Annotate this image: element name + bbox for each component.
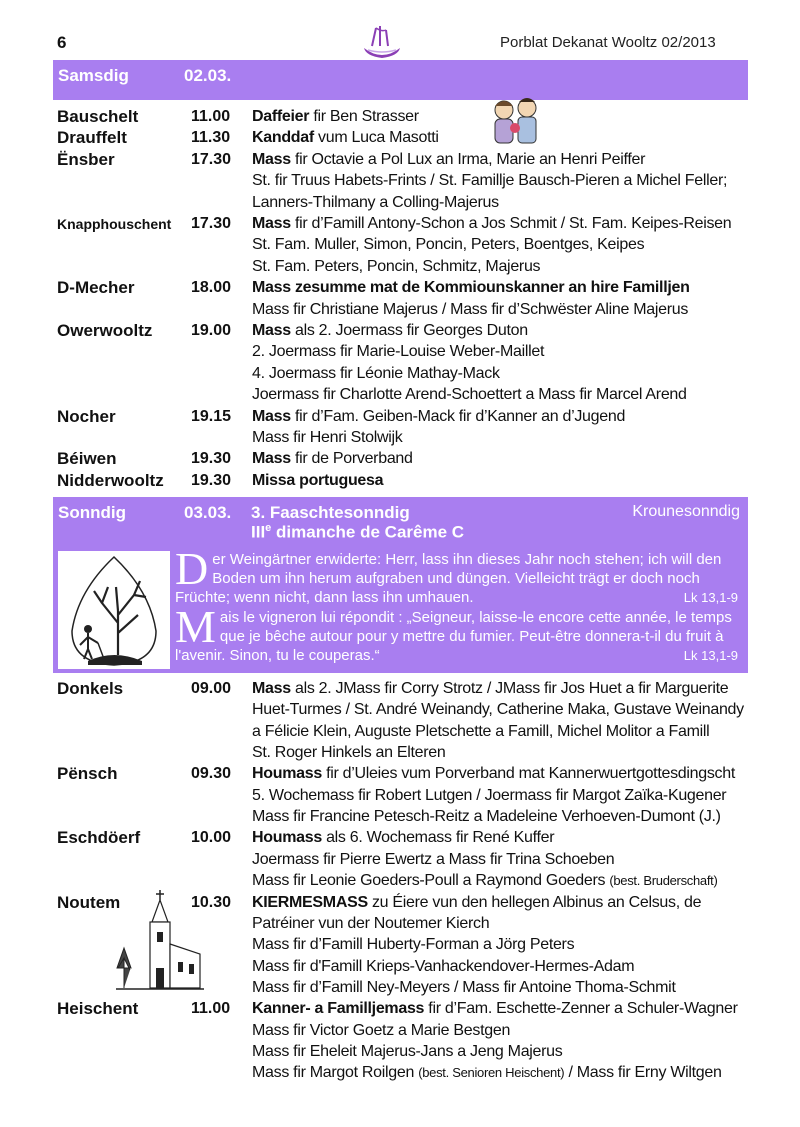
place-name: Heischent — [57, 999, 139, 1019]
mass-intention: Mass fir Francine Petesch-Reitz a Madeleine Verhoeven-Dumont (J.) — [252, 808, 721, 826]
mass-intention: Mass fir d’Famill Huberty-Forman a Jörg Peters — [252, 936, 575, 954]
mass-intention: Mass fir Octavie a Pol Lux an Irma, Marie an Henri Peiffer — [252, 150, 646, 168]
mass-intention: Lanners-Thilmany a Colling-Majerus — [252, 193, 499, 211]
tree-illustration — [58, 551, 170, 669]
schedule-row — [57, 320, 747, 342]
mass-intention: Mass fir Leonie Goeders-Poull a Raymond Goeders (best. Bruderschaft) — [252, 872, 718, 890]
tree-icon — [58, 551, 170, 669]
sunday-right-label: Krounesonndig — [632, 503, 740, 520]
mass-time: 19.30 — [191, 450, 232, 468]
sunday-date: 03.03. — [184, 503, 232, 522]
mass-intention: Mass fir d’Famill Antony-Schon a Jos Schmit / St. Fam. Keipes-Reisen — [252, 215, 732, 232]
schedule-row — [57, 785, 747, 807]
place-name: Drauffelt — [57, 128, 127, 148]
mass-intention: Missa portuguesa — [252, 471, 384, 489]
mass-intention: Patréiner vun der Noutemer Kierch — [252, 914, 490, 932]
dropcap-d: D — [175, 543, 209, 594]
schedule-row — [57, 977, 747, 999]
mass-time: 19.30 — [191, 471, 232, 489]
sunday-day: Sonndig — [58, 503, 126, 522]
schedule-row — [57, 341, 747, 363]
saturday-header-band — [53, 60, 748, 100]
mass-intention: Mass als 2. JMass fir Corry Strotz / JMass fir Jos Huet a fir Marguerite — [252, 680, 729, 697]
mass-time: 11.30 — [191, 129, 231, 147]
schedule-row — [57, 870, 747, 892]
schedule-row — [57, 998, 747, 1020]
schedule-row — [57, 192, 747, 214]
schedule-row — [57, 149, 747, 171]
mass-intention: Mass fir d’Famill Ney-Meyers / Mass fir Antoine Thoma-Schmit — [252, 978, 676, 996]
schedule-row — [57, 806, 747, 828]
mass-intention: a Félicie Klein, Auguste Pletschette a Famill, Michel Molitor a Famill — [252, 722, 710, 740]
mass-time: 17.30 — [191, 215, 232, 232]
place-name: Pënsch — [57, 764, 118, 784]
scripture-french-ref: Lk 13,1-9 — [683, 648, 738, 663]
place-name: Noutem — [57, 892, 121, 912]
place-name: Nocher — [57, 406, 116, 426]
mass-intention: Mass fir Victor Goetz a Marie Bestgen — [252, 1021, 511, 1039]
schedule-row — [57, 448, 747, 470]
mass-intention: Kanddaf vum Luca Masotti — [252, 129, 439, 147]
place-name: Nidderwooltz — [57, 470, 164, 490]
schedule-row — [57, 1041, 747, 1063]
place-name: Bauschelt — [57, 107, 139, 126]
schedule-row — [57, 234, 747, 256]
schedule-row — [57, 277, 747, 299]
schedule-row — [57, 427, 747, 449]
place-name: D-Mecher — [57, 278, 135, 298]
saturday-date: 02.03. — [184, 66, 232, 85]
mass-intention: St. fir Truus Habets-Frints / St. Familljе Bausch-Pieren a Michel Feller; — [252, 172, 728, 190]
schedule-row — [57, 849, 747, 871]
sunday-title: 3. Faaschtesonndig — [251, 503, 410, 522]
schedule-row — [57, 384, 747, 406]
mass-time: 09.30 — [191, 765, 232, 783]
mass-time: 17.30 — [191, 150, 232, 168]
mass-intention: Kanner- a Familljemass fir d’Fam. Eschette-Zenner a Schuler-Wagner — [252, 1000, 738, 1018]
scripture-german: Der Weingärtner erwiderte: Herr, lass ihn dieses Jahr noch stehen; ich will den Boden um ihn herum aufgraben und düngen. Vielleicht trägt er doch noch Früchte; wenn nicht, dann lass ihn umhauen. Lk 13,1-9 — [175, 543, 738, 606]
mass-intention: Mass als 2. Joermass fir Georges Duton — [252, 322, 528, 339]
page-number: 6 — [57, 33, 67, 52]
mass-intention: Mass fir de Porverband — [252, 450, 413, 468]
schedule-row — [57, 170, 747, 192]
schedule-row — [57, 763, 747, 785]
mass-intention: Mass fir Eheleit Majerus-Jans a Jeng Majerus — [252, 1042, 563, 1060]
schedule-row — [57, 721, 747, 743]
place-name: Knapphouschent — [57, 216, 172, 232]
mass-intention: Huet-Turmes / St. André Weinandy, Catherine Maka, Gustave Weinandy — [252, 701, 744, 719]
schedule-row — [57, 678, 747, 700]
scripture-german-ref: Lk 13,1-9 — [683, 590, 738, 605]
place-name: Donkels — [57, 679, 124, 698]
publication-header: Porblat Dekanat Wooltz 02/2013 — [500, 34, 716, 51]
scripture-french: Mais le vigneron lui répondit : „Seigneur, laisse-le encore cette année, le temps que je bêche autour pour y mettre du fumier. Peut-être donnera-t-il du fruit à l'avenir. Sinon, tu le couperas.“ Lk 13,1-9 — [175, 601, 738, 664]
schedule-row — [57, 1062, 747, 1084]
mass-intention: 2. Joermass fir Marie-Louise Weber-Maillet — [252, 343, 545, 361]
mass-time: 11.00 — [191, 1000, 231, 1018]
schedule-row — [57, 1020, 747, 1042]
mass-intention: Houmass als 6. Wochemass fir René Kuffer — [252, 829, 555, 847]
schedule-row — [57, 470, 747, 492]
mass-time: 09.00 — [191, 680, 232, 697]
mass-intention: Mass fir Margot Roilgen (best. Senioren Heischent) / Mass fir Erny Wiltgen — [252, 1064, 722, 1082]
mass-time: 19.00 — [191, 322, 232, 339]
schedule-row — [57, 913, 747, 935]
schedule-row — [57, 956, 747, 978]
dropcap-m: M — [175, 601, 216, 652]
saturday-day: Samsdig — [58, 66, 129, 85]
mass-intention: Joermass fir Pierre Ewertz a Mass fir Trina Schoeben — [252, 850, 615, 868]
schedule-row — [57, 256, 747, 278]
mass-intention: Joermass fir Charlotte Arend-Schoettert a Mass fir Marcel Arend — [252, 386, 687, 404]
schedule-row — [57, 742, 747, 764]
place-name: Eschdöerf — [57, 828, 141, 848]
mass-time: 10.30 — [191, 893, 232, 911]
sunday-subtitle: IIIe dimanche de Carême C — [251, 522, 465, 542]
schedule-row — [57, 213, 747, 235]
place-name: Béiwen — [57, 449, 117, 469]
mass-intention: Mass fir d'Famill Krieps-Vanhackendover-Hermes-Adam — [252, 957, 635, 975]
place-name: Owerwooltz — [57, 321, 153, 340]
mass-intention: Mass zesumme mat de Kommiounskanner an hire Familljen — [252, 279, 690, 297]
place-name: Ënsber — [57, 149, 115, 169]
mass-intention: Daffeier fir Ben Strasser — [252, 108, 419, 125]
schedule-row — [57, 827, 747, 849]
mass-time: 11.00 — [191, 108, 231, 125]
mass-intention: 4. Joermass fir Léonie Mathay-Mack — [252, 364, 500, 382]
schedule-row — [57, 699, 747, 721]
mass-intention: St. Roger Hinkels an Elteren — [252, 744, 446, 762]
schedule-row — [57, 363, 747, 385]
logo-icon — [358, 22, 406, 62]
schedule-row — [57, 892, 747, 914]
mass-intention: Houmass fir d’Uleies vum Porverband mat Kannerwuertgottesdingscht — [252, 765, 735, 783]
mass-intention: St. Fam. Peters, Poncin, Schmitz, Majerus — [252, 257, 541, 275]
mass-intention: Mass fir Christiane Majerus / Mass fir d’Schwëster Aline Majerus — [252, 300, 689, 318]
mass-time: 19.15 — [191, 407, 232, 425]
mass-intention: Mass fir Henri Stolwijk — [252, 429, 403, 446]
schedule-row — [57, 299, 747, 321]
mass-intention: KIERMESMASS zu Éiere vun den hellegen Albinus an Celsus, de — [252, 893, 702, 911]
mass-intention: 5. Wochemass fir Robert Lutgen / Joermass fir Margot Zaïka-Kugener — [252, 786, 727, 804]
mass-intention: St. Fam. Muller, Simon, Poncin, Peters, Boentges, Keipes — [252, 236, 645, 254]
schedule-row — [57, 406, 747, 428]
mass-time: 18.00 — [191, 279, 232, 297]
mass-time: 10.00 — [191, 829, 232, 847]
mass-intention: Mass fir d’Fam. Geiben-Mack fir d’Kanner an d’Jugend — [252, 407, 626, 425]
schedule-row — [57, 934, 747, 956]
schedule-row — [57, 106, 747, 128]
scripture-quote — [175, 543, 740, 666]
schedule-row — [57, 127, 747, 149]
